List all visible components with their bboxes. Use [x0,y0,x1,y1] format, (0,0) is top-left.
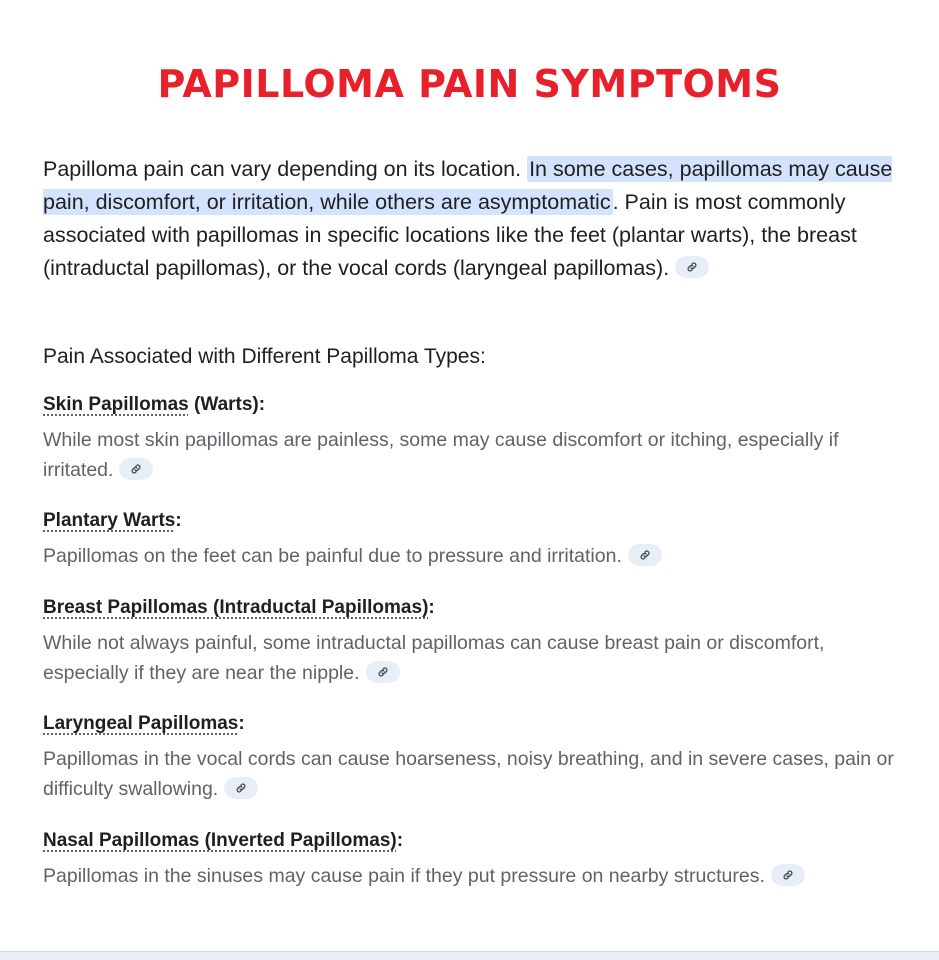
item-term[interactable]: Nasal Papillomas (Inverted Papillomas) [43,830,397,851]
item-body-text: Papillomas on the feet can be painful due to pressure and irritation. [43,545,622,567]
link-icon [639,549,651,561]
item-term[interactable]: Breast Papillomas (Intraductal Papillomas) [43,597,429,618]
bottom-divider [0,951,939,960]
item-body-text: Papillomas in the vocal cords can cause hoarseness, noisy breathing, and in severe cases, pain or difficulty swallowing. [43,748,894,800]
list-item-breast-papillomas [43,595,903,688]
list-item-nasal-papillomas [43,828,903,891]
item-body [43,744,903,804]
link-icon [377,666,389,678]
list-item-laryngeal-papillomas [43,711,903,804]
item-body [43,425,903,485]
link-icon [782,869,794,881]
item-title [43,392,903,418]
item-title-suffix: : [396,830,404,851]
item-term[interactable]: Plantary Warts [43,510,176,531]
item-body [43,861,903,891]
source-link-button[interactable] [675,256,709,278]
list-item-skin-papillomas [43,392,903,485]
source-link-button[interactable] [119,458,153,480]
item-title [43,595,903,621]
item-title [43,508,903,534]
source-link-button[interactable] [366,661,400,683]
item-body-text: Papillomas in the sinuses may cause pain if they put pressure on nearby structures. [43,865,765,887]
item-title [43,711,903,737]
source-link-button[interactable] [628,544,662,566]
item-body [43,541,903,571]
item-term[interactable]: Skin Papillomas [43,394,189,415]
source-link-button[interactable] [771,864,805,886]
intro-paragraph [43,153,903,285]
item-term[interactable]: Laryngeal Papillomas [43,713,239,734]
list-item-plantary-warts [43,508,903,571]
source-link-button[interactable] [224,777,258,799]
item-title-suffix: : [238,713,245,734]
intro-text: Papilloma pain can vary depending on its location. [43,157,528,181]
item-title-suffix: : [428,597,435,618]
page-title: PAPILLOMA PAIN SYMPTOMS [157,62,782,106]
intro-text-continued: . Pain is most commonly associated with papillomas in specific locations like the feet (plantar warts), the breast (intraductal papillomas), or the vocal cords (laryngeal papillomas). [43,190,857,280]
link-icon [686,261,698,273]
section-heading: Pain Associated with Different Papilloma Types: [43,345,486,368]
item-body-text: While not always painful, some intraductal papillomas can cause breast pain or discomfort, especially if they are near the nipple. [43,632,825,684]
intro-highlighted-text[interactable]: In some cases, papillomas may cause pain, discomfort, or irritation, while others are asymptomatic [43,157,893,214]
item-title-suffix: : [175,510,182,531]
item-title [43,828,903,854]
item-body-text: While most skin papillomas are painless, some may cause discomfort or itching, especially if irritated. [43,429,839,481]
link-icon [130,463,142,475]
item-body [43,628,903,688]
item-title-suffix: (Warts): [188,394,266,415]
link-icon [235,782,247,794]
